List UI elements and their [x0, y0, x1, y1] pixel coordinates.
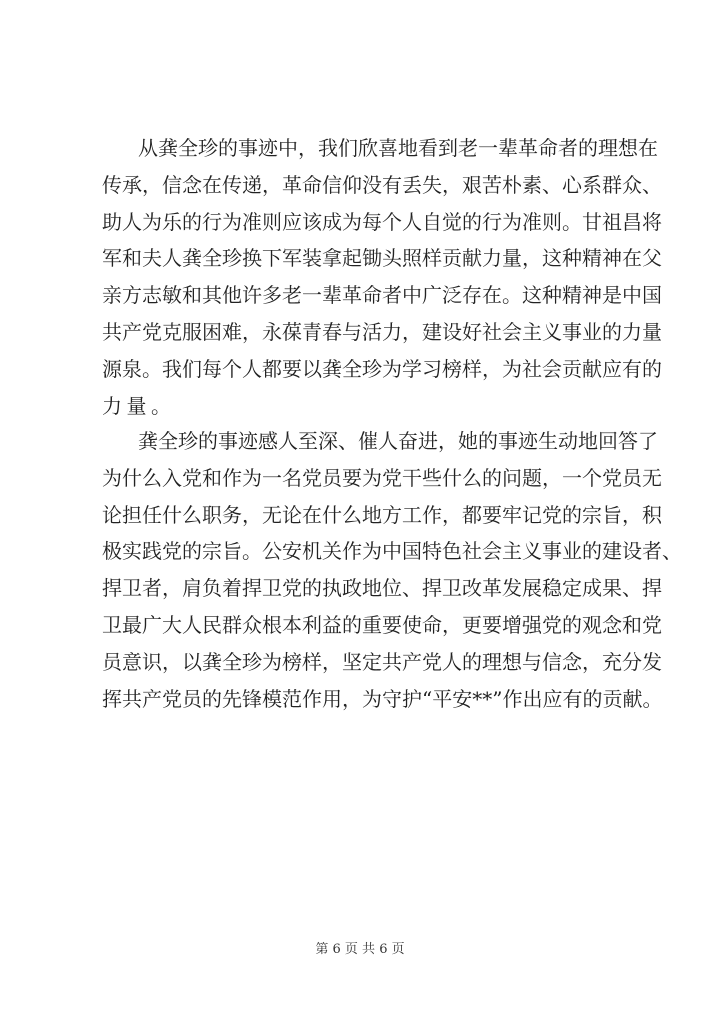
text-line: 军和夫人龚全珍换下军装拿起锄头照样贡献力量，这种精神在父	[102, 246, 662, 271]
text-line: 力量。	[102, 393, 176, 418]
text-line: 助人为乐的行为准则应该成为每个人自觉的行为准则。甘祖昌将	[102, 209, 662, 234]
text-line: 龚全珍的事迹感人至深、催人奋进，她的事迹生动地回答了	[138, 429, 658, 453]
text-line: 极实践党的宗旨。公安机关作为中国特色社会主义事业的建设者、	[102, 539, 682, 564]
text-line: 卫最广大人民群众根本利益的重要使命，更要增强党的观念和党	[102, 612, 662, 637]
text-line: 捍卫者，肩负着捍卫党的执政地位、捍卫改革发展稳定成果、捍	[102, 576, 662, 601]
paragraph-2	[102, 423, 682, 717]
text-line: 为什么入党和作为一名党员要为党干些什么的问题，一个党员无	[102, 465, 662, 490]
text-line: 从龚全珍的事迹中，我们欣喜地看到老一辈革命者的理想在	[138, 136, 658, 160]
text-line: 传承，信念在传递，革命信仰没有丢失，艰苦朴素、心系群众、	[102, 172, 662, 197]
page-number-footer: 第 6 页 共 6 页	[315, 942, 405, 957]
text-line: 挥共产党员的先锋模范作用，为守护“平安**”作出应有的贡献。	[102, 686, 663, 711]
text-line: 共产党克服困难，永葆青春与活力，建设好社会主义事业的力量	[102, 319, 662, 344]
text-line: 员意识，以龚全珍为榜样，坚定共产党人的理想与信念，充分发	[102, 649, 662, 674]
text-line: 源泉。我们每个人都要以龚全珍为学习榜样，为社会贡献应有的	[102, 356, 662, 381]
text-line: 论担任什么职务，无论在什么地方工作，都要牢记党的宗旨，积	[102, 502, 662, 527]
paragraph-1	[102, 130, 662, 424]
text-line: 亲方志敏和其他许多老一辈革命者中广泛存在。这种精神是中国	[102, 283, 662, 308]
